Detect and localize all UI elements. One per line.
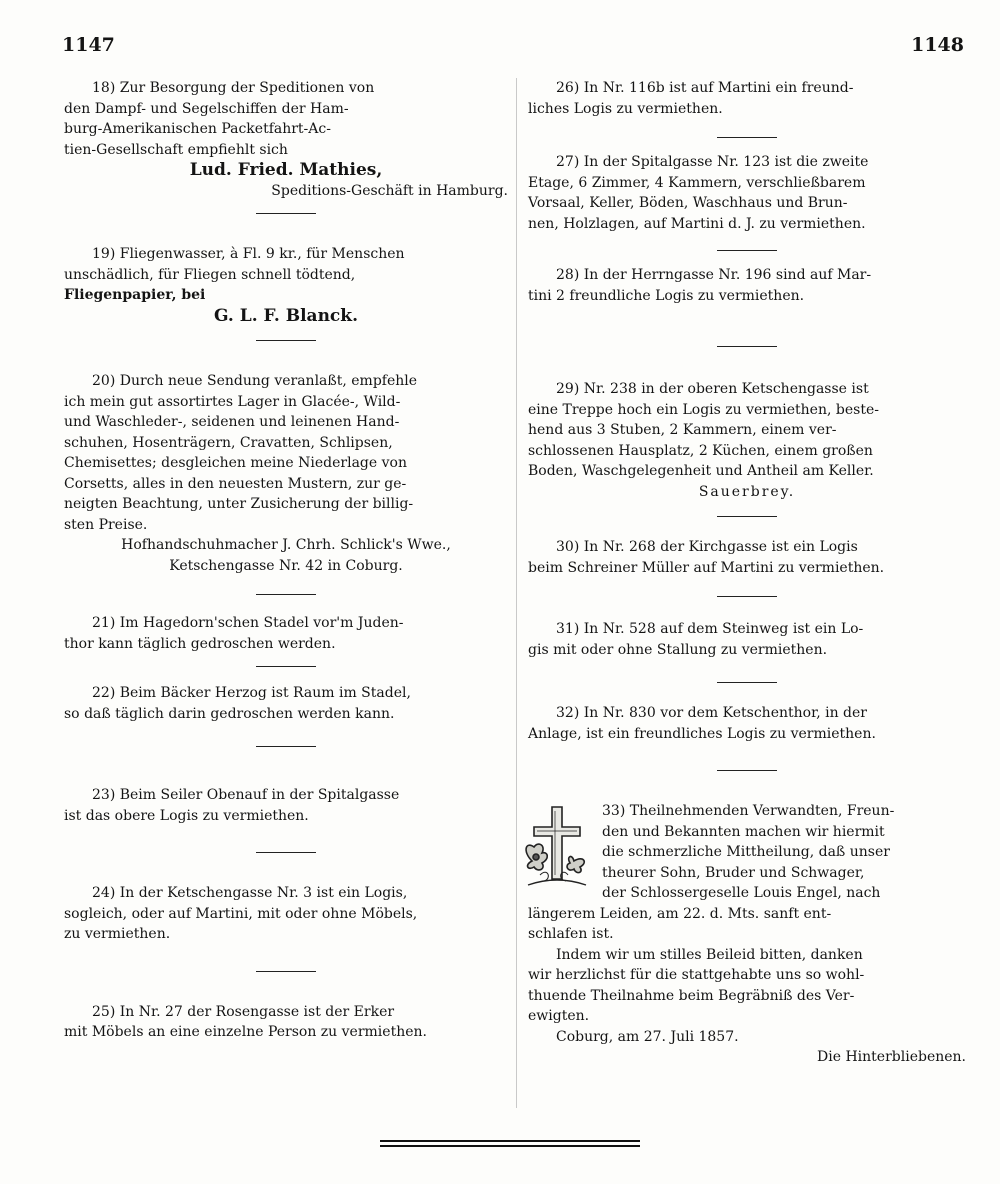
notice-32-line: 32) In Nr. 830 vor dem Ketschenthor, in der — [556, 705, 868, 721]
notice-33-line: wir herzlichst für die stattgehabte uns so wohl- — [528, 967, 865, 983]
notice-33-line: thuende Theilnahme beim Begräbniß des Ver- — [528, 987, 855, 1004]
separator — [717, 516, 777, 517]
notice-25-line: mit Möbels an eine einzelne Person zu vermiethen. — [64, 1024, 427, 1040]
separator — [717, 250, 777, 251]
notice-24-line: sogleich, oder auf Martini, mit oder ohne Möbels, — [64, 905, 418, 922]
notice-33-line: längerem Leiden, am 22. d. Mts. sanft ent- — [528, 905, 832, 922]
separator — [256, 666, 316, 667]
column-divider — [516, 78, 517, 1108]
separator — [717, 682, 777, 683]
notice-19-line: 19) Fliegenwasser, à Fl. 9 kr., für Menschen — [92, 246, 405, 262]
notice-32-line: Anlage, ist ein freundliches Logis zu vermiethen. — [528, 725, 876, 742]
left-column — [64, 78, 508, 1043]
notice-20-line: Chemisettes; desgleichen meine Niederlage von — [64, 455, 407, 471]
notice-26-line: 26) In Nr. 116b ist auf Martini ein freund- — [556, 80, 854, 96]
page-number-left: 1147 — [62, 34, 115, 56]
notice-21-line: thor kann täglich gedroschen werden. — [64, 635, 336, 652]
notice-19 — [64, 244, 508, 326]
notice-27 — [528, 152, 966, 234]
separator — [256, 971, 316, 972]
notice-33-line: schlafen ist. — [528, 926, 614, 942]
notice-21 — [64, 613, 508, 654]
notice-21-line: 21) Im Hagedorn'schen Stadel vor'm Juden- — [92, 615, 404, 631]
notice-20-line: und Waschleder-, seidenen und leinenen Hand- — [64, 414, 400, 430]
rule-line — [380, 1140, 640, 1142]
notice-18-line: den Dampf- und Segelschiffen der Ham- — [64, 100, 349, 117]
notice-31-line: 31) In Nr. 528 auf dem Steinweg ist ein Lo- — [556, 621, 864, 637]
notice-25-line: 25) In Nr. 27 der Rosengasse ist der Erker — [92, 1003, 395, 1020]
notice-28-line: tini 2 freundliche Logis zu vermiethen. — [528, 287, 805, 304]
notice-24-line: zu vermiethen. — [64, 926, 171, 942]
notice-33 — [528, 801, 966, 1068]
closing-double-rule — [380, 1140, 640, 1150]
notice-20-line: ich mein gut assortirtes Lager in Glacée-, Wild- — [64, 393, 401, 410]
notice-20-signature: Hofhandschuhmacher J. Chrh. Schlick's Wwe., — [121, 537, 451, 553]
notice-29-line: hend aus 3 Stuben, 2 Kammern, einem ver- — [528, 422, 837, 438]
notice-29-line: 29) Nr. 238 in der oberen Ketschengasse ist — [556, 381, 869, 397]
notice-33-line: ewigten. — [528, 1008, 590, 1024]
notice-19-line: unschädlich, für Fliegen schnell tödtend, — [64, 266, 356, 283]
notice-19-product: Fliegenpapier, bei — [64, 287, 206, 303]
notice-28 — [528, 265, 966, 306]
notice-33-line: Indem wir um stilles Beileid bitten, danken — [556, 946, 863, 963]
notice-26 — [528, 78, 966, 119]
notice-18-line: burg-Amerikanischen Packetfahrt-Ac- — [64, 121, 331, 137]
notice-33-date: Coburg, am 27. Juli 1857. — [556, 1028, 739, 1045]
notice-28-line: 28) In der Herrngasse Nr. 196 sind auf Mar- — [556, 267, 872, 283]
page-number-right: 1148 — [911, 34, 964, 56]
notice-33-line: 33) Theilnehmenden Verwandten, Freun- — [602, 803, 895, 819]
notice-18-line: 18) Zur Besorgung der Speditionen von — [92, 80, 375, 96]
separator — [256, 340, 316, 341]
notice-29-signature: Sauerbrey. — [698, 483, 796, 500]
notice-18-line: tien-Gesellschaft empfiehlt sich — [64, 141, 288, 158]
notice-22-line: so daß täglich darin gedroschen werden kann. — [64, 705, 395, 722]
separator — [256, 746, 316, 747]
notice-27-line: Etage, 6 Zimmer, 4 Kammern, verschließbarem — [528, 174, 866, 191]
notice-33-line: den und Bekannten machen wir hiermit — [602, 823, 885, 840]
notice-18-trade: Speditions-Geschäft in Hamburg. — [271, 182, 508, 199]
notice-31-line: gis mit oder ohne Stallung zu vermiethen. — [528, 641, 828, 658]
notice-33-line: die schmerzliche Mittheilung, daß unser — [602, 844, 890, 860]
notice-23-line: ist das obere Logis zu vermiethen. — [64, 807, 309, 824]
notice-23 — [64, 785, 508, 826]
separator — [717, 596, 777, 597]
separator — [717, 346, 777, 347]
notice-27-line: Vorsaal, Keller, Böden, Waschhaus und Brun- — [528, 195, 848, 211]
notice-18-name: Lud. Fried. Mathies, — [189, 160, 383, 180]
rule-line — [380, 1145, 640, 1147]
notice-29-line: Boden, Waschgelegenheit und Antheil am Keller. — [528, 463, 874, 479]
right-column — [528, 78, 966, 1068]
notice-22-line: 22) Beim Bäcker Herzog ist Raum im Stadel, — [92, 685, 411, 701]
notice-30-line: beim Schreiner Müller auf Martini zu vermiethen. — [528, 559, 885, 576]
notice-33-line: der Schlossergeselle Louis Engel, nach — [602, 885, 881, 901]
mourning-cross-icon — [522, 801, 592, 893]
notice-30-line: 30) In Nr. 268 der Kirchgasse ist ein Logis — [556, 539, 858, 555]
notice-22 — [64, 683, 508, 724]
notice-29-line: eine Treppe hoch ein Logis zu vermiethen, beste- — [528, 401, 879, 418]
notice-33-signature: Die Hinterbliebenen. — [817, 1049, 966, 1065]
notice-26-line: liches Logis zu vermiethen. — [528, 100, 723, 117]
separator — [256, 852, 316, 853]
notice-19-seller: G. L. F. Blanck. — [214, 305, 358, 326]
notice-23-line: 23) Beim Seiler Obenauf in der Spitalgasse — [92, 787, 400, 803]
notice-31 — [528, 619, 966, 660]
separator — [717, 770, 777, 771]
notice-20 — [64, 371, 508, 576]
notice-18 — [64, 78, 508, 201]
separator — [256, 213, 316, 214]
notice-20-address: Ketschengasse Nr. 42 in Coburg. — [169, 557, 403, 574]
notice-20-line: Corsetts, alles in den neuesten Mustern, zur ge- — [64, 475, 407, 492]
notice-24 — [64, 883, 508, 945]
notice-27-line: nen, Holzlagen, auf Martini d. J. zu vermiethen. — [528, 215, 866, 232]
notice-30 — [528, 537, 966, 578]
notice-24-line: 24) In der Ketschengasse Nr. 3 ist ein Logis, — [92, 885, 408, 901]
separator — [717, 137, 777, 138]
notice-32 — [528, 703, 966, 744]
notice-20-line: schuhen, Hosenträgern, Cravatten, Schlipsen, — [64, 434, 393, 451]
notice-27-line: 27) In der Spitalgasse Nr. 123 ist die zweite — [556, 154, 869, 170]
separator — [256, 594, 316, 595]
notice-33-line: theurer Sohn, Bruder und Schwager, — [602, 864, 865, 881]
notice-20-line: neigten Beachtung, unter Zusicherung der billig- — [64, 496, 414, 512]
notice-29-line: schlossenen Hausplatz, 2 Küchen, einem großen — [528, 442, 873, 459]
notice-20-line: sten Preise. — [64, 516, 148, 533]
notice-29 — [528, 379, 966, 502]
notice-20-line: 20) Durch neue Sendung veranlaßt, empfehle — [92, 373, 418, 389]
notice-25 — [64, 1002, 508, 1043]
